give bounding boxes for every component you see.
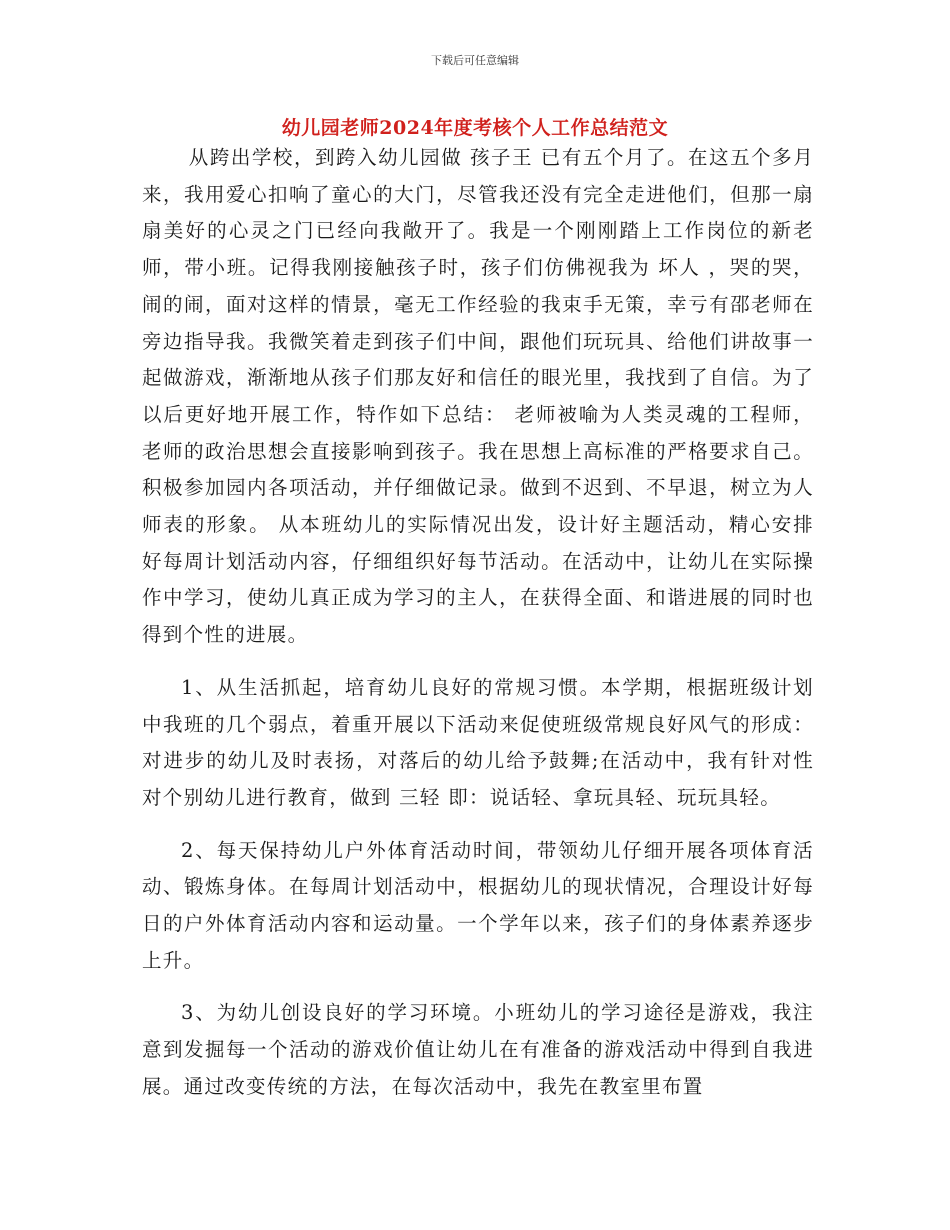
body-paragraph-3: 3、为幼儿创设良好的学习环境。小班幼儿的学习途径是游戏，我注意到发掘每一个活动的游戏价值让幼儿在有准备的游戏活动中得到自我进展。通过改变传统的方法，在每次活动中，我先在教室里布置 <box>142 1001 814 1098</box>
body-paragraph-1: 1、从生活抓起，培育幼儿良好的常规习惯。本学期，根据班级计划中我班的几个弱点，着重开展以下活动来促使班级常规良好风气的形成：对进步的幼儿及时表扬，对落后的幼儿给予鼓舞;在活动中，我有针对性对个别幼儿进行教育，做到 三轻 即：说话轻、拿玩具轻、玩玩具轻。 <box>142 675 814 809</box>
body-paragraph-intro: 从跨出学校，到跨入幼儿园做 孩子王 已有五个月了。在这五个多月来，我用爱心扣响了童心的大门，尽管我还没有完全走进他们，但那一扇扇美好的心灵之门已经向我敞开了。我是一个刚刚踏上工作岗位的新老师，带小班。记得我刚接触孩子时，孩子们仿佛视我为 坏人 ，哭的哭，闹的闹，面对这样的情景，毫无工作经验的我束手无策，幸亏有邵老师在旁边指导我。我微笑着走到孩子们中间，跟他们玩玩具、给他们讲故事一起做游戏，渐渐地从孩子们那友好和信任的眼光里，我找到了自信。为了以后更好地开展工作，特作如下总结： 老师被喻为人类灵魂的工程师，老师的政治思想会直接影响到孩子。我在思想上高标准的严格要求自己。积极参加园内各项活动，并仔细做记录。做到不迟到、不早退，树立为人师表的形象。 从本班幼儿的实际情况出发，设计好主题活动，精心安排好每周计划活动内容，仔细组织好每节活动。在活动中，让幼儿在实际操作中学习，使幼儿真正成为学习的主人，在获得全面、和谐进展的同时也得到个性的进展。 <box>142 146 814 647</box>
document-title: 幼儿园老师2024年度考核个人工作总结范文 <box>281 117 669 139</box>
header-note: 下载后可任意编辑 <box>431 54 519 67</box>
document-body <box>142 140 814 1122</box>
body-paragraph-2: 2、每天保持幼儿户外体育活动时间，带领幼儿仔细开展各项体育活动、锻炼身体。在每周计划活动中，根据幼儿的现状情况，合理设计好每日的户外体育活动内容和运动量。一个学年以来，孩子们的身体素养逐步上升。 <box>142 838 814 972</box>
